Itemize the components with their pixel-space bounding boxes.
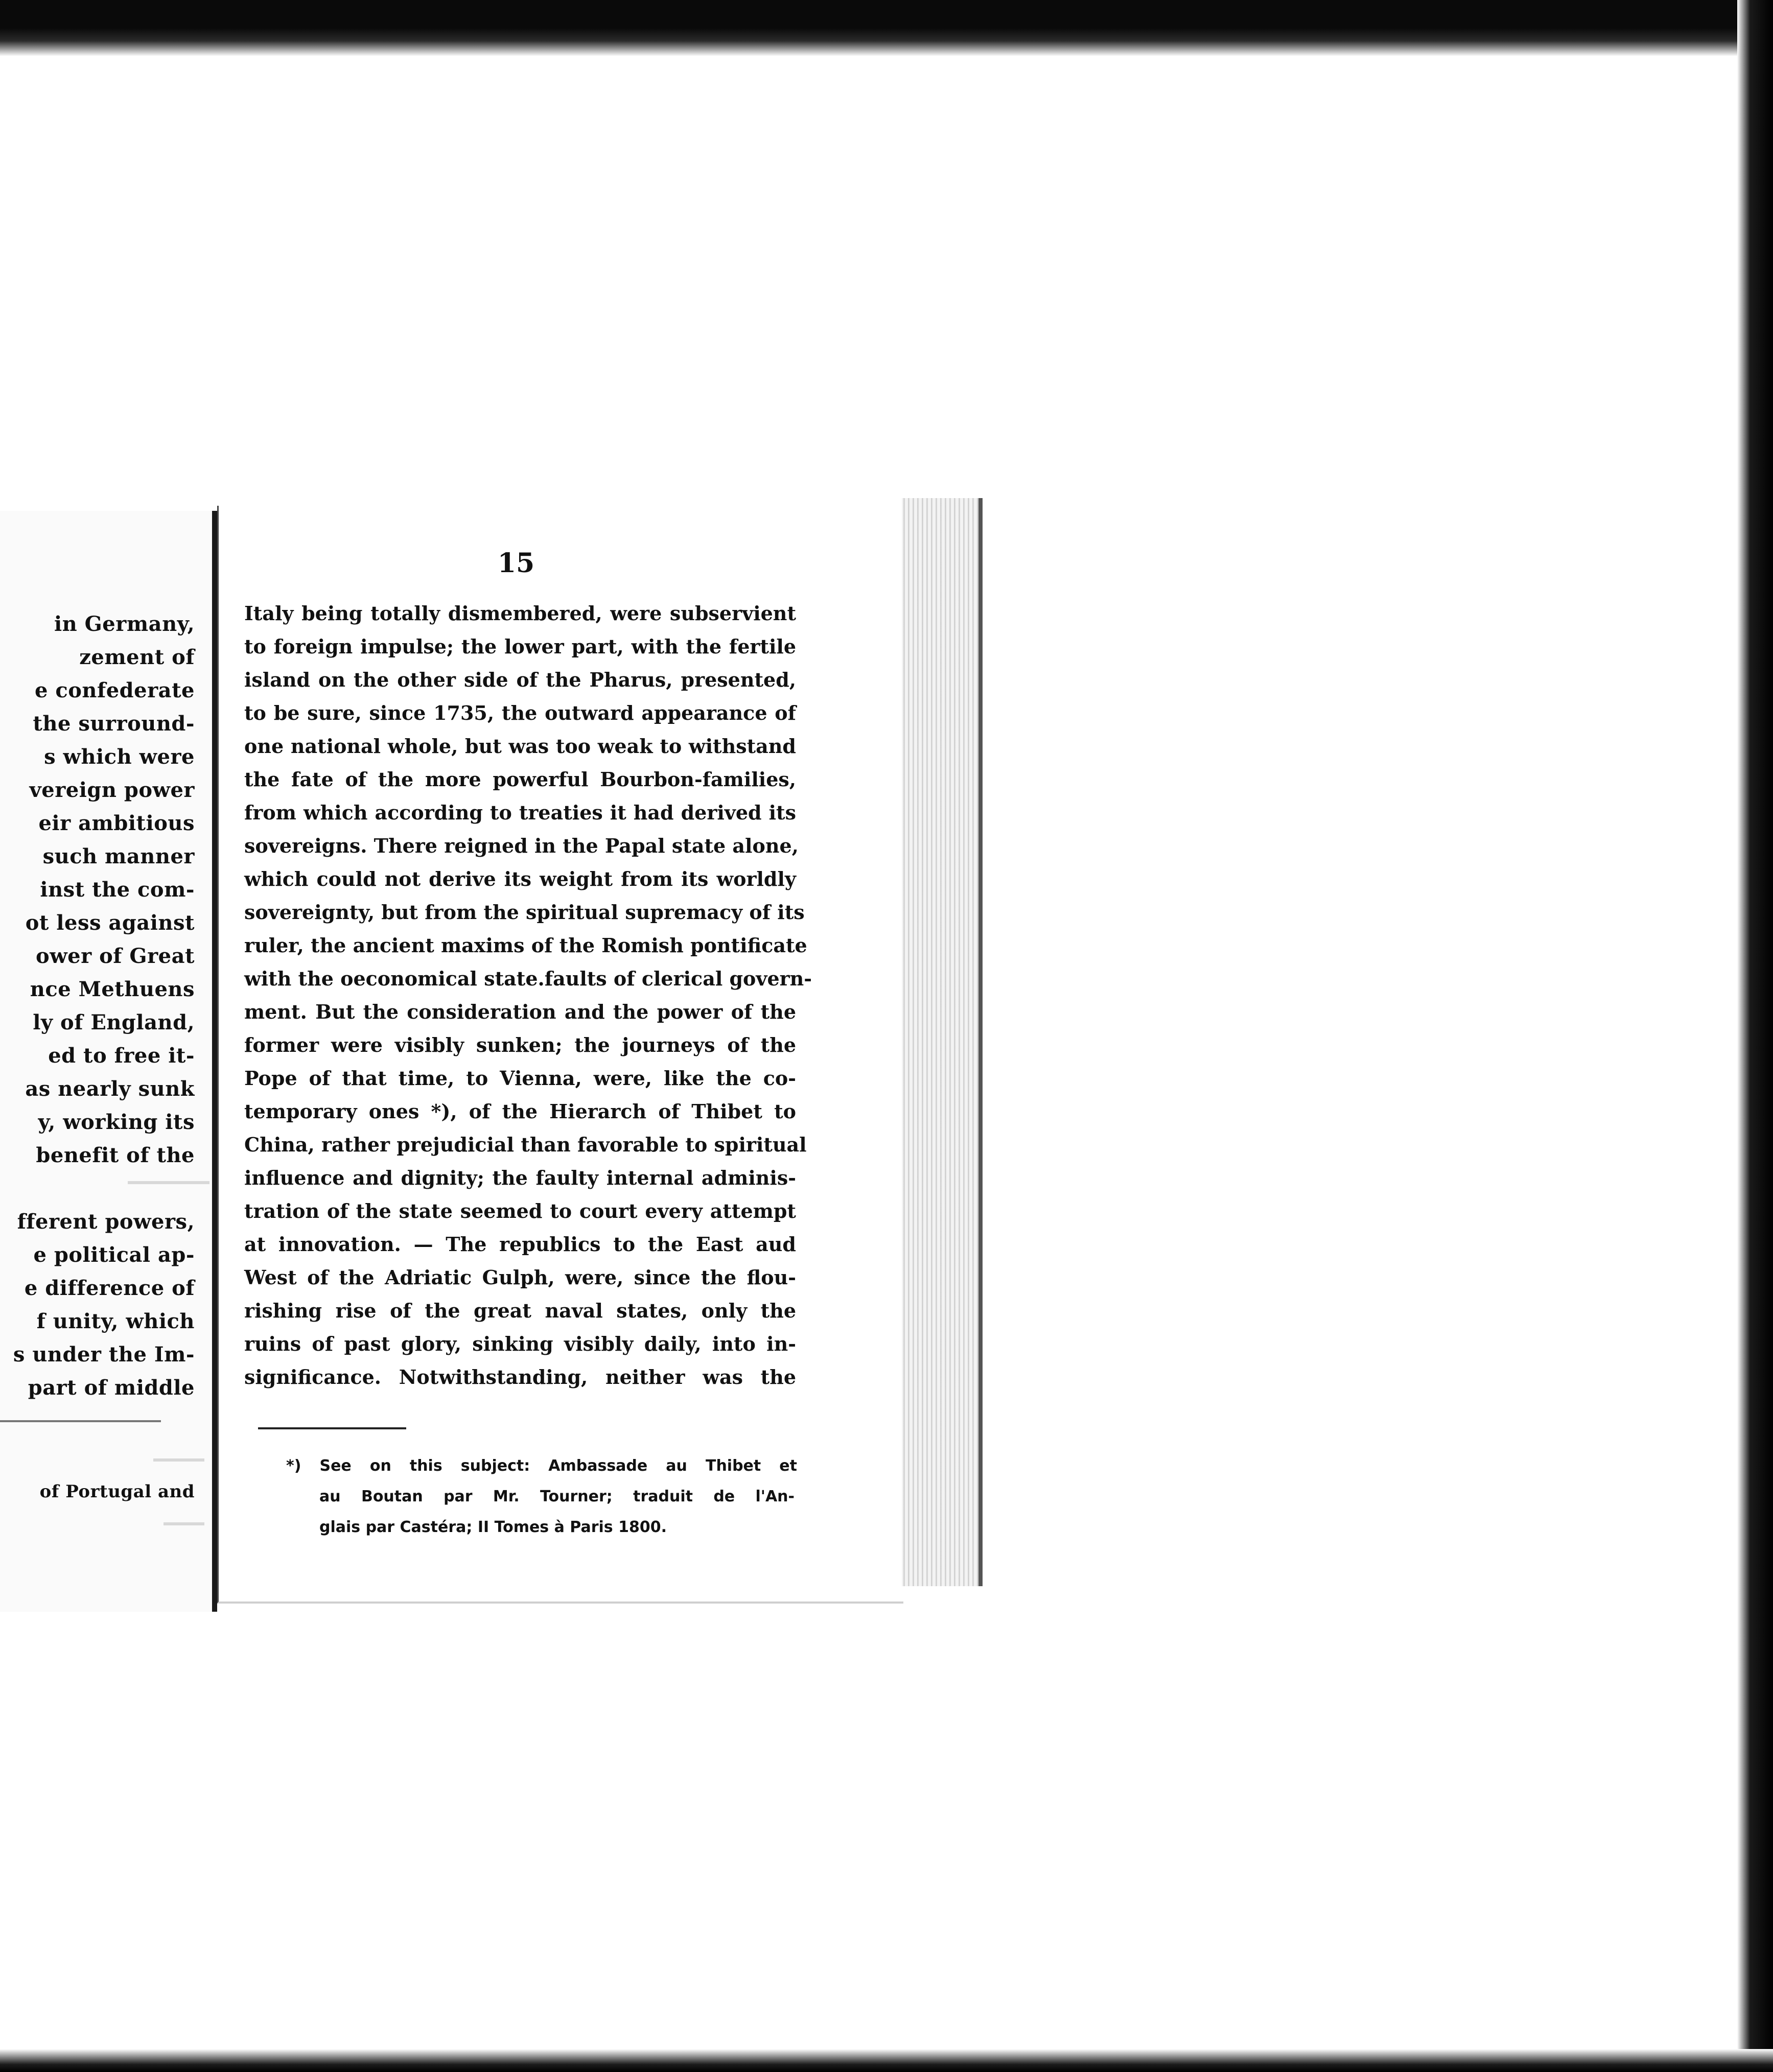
body-line: ruins of past glory, sinking visibly daily, into in- bbox=[244, 1332, 796, 1355]
body-line: sovereignty, but from the spiritual supremacy of its bbox=[244, 901, 805, 924]
scan-border-right bbox=[1737, 0, 1773, 2072]
body-line: West of the Adriatic Gulph, were, since the flou- bbox=[244, 1266, 796, 1289]
left-page bbox=[0, 511, 217, 1612]
left-line: benefit of the bbox=[36, 1143, 195, 1167]
bleed-through-text bbox=[128, 1181, 209, 1184]
left-line: as nearly sunk bbox=[25, 1077, 195, 1101]
left-line: part of middle bbox=[28, 1376, 195, 1400]
left-line: ot less against bbox=[25, 911, 195, 935]
body-line: influence and dignity; the faulty internal adminis- bbox=[244, 1166, 796, 1189]
left-line: f unity, which bbox=[36, 1309, 195, 1333]
body-line: from which according to treaties it had derived its bbox=[244, 801, 796, 824]
scan-border-bottom bbox=[0, 2049, 1773, 2072]
footnote-line: au Boutan par Mr. Tourner; traduit de l'An- bbox=[319, 1488, 795, 1505]
left-line: inst the com- bbox=[40, 878, 195, 902]
left-line: s under the Im- bbox=[13, 1343, 195, 1367]
left-line: ower of Great bbox=[36, 944, 195, 968]
body-line: rishing rise of the great naval states, only the bbox=[244, 1299, 796, 1322]
left-line: vereign power bbox=[29, 778, 195, 802]
left-line: y, working its bbox=[38, 1110, 195, 1134]
footnote-rule bbox=[258, 1427, 406, 1429]
left-line: e difference of bbox=[24, 1276, 195, 1300]
body-line: the fate of the more powerful Bourbon-families, bbox=[244, 768, 796, 791]
left-line: ed to free it- bbox=[48, 1044, 195, 1068]
footnote-line: glais par Castéra; II Tomes à Paris 1800. bbox=[319, 1518, 667, 1536]
body-line: island on the other side of the Pharus, presented, bbox=[244, 668, 796, 691]
book-page-edges bbox=[902, 498, 983, 1586]
body-line: Pope of that time, to Vienna, were, like the co- bbox=[244, 1067, 796, 1090]
left-line: nce Methuens bbox=[30, 977, 195, 1001]
left-line: s which were bbox=[44, 745, 195, 769]
bleed-through-text bbox=[153, 1458, 204, 1462]
body-line: former were visibly sunken; the journeys of the bbox=[244, 1033, 796, 1056]
body-line: ment. But the consideration and the power of the bbox=[244, 1000, 796, 1023]
body-line: tration of the state seemed to court every attempt bbox=[244, 1199, 796, 1222]
body-line: sovereigns. There reigned in the Papal state alone, bbox=[244, 834, 799, 857]
body-line: which could not derive its weight from its worldly bbox=[244, 867, 796, 890]
body-line: ruler, the ancient maxims of the Romish pontificate bbox=[244, 934, 807, 957]
left-line: the surround- bbox=[33, 712, 195, 736]
body-line: China, rather prejudicial than favorable to spiritual bbox=[244, 1133, 807, 1156]
left-footnote-rule bbox=[0, 1420, 161, 1422]
left-line: e confederate bbox=[35, 678, 195, 702]
body-line: to foreign impulse; the lower part, with the fertile bbox=[244, 635, 796, 658]
body-line: temporary ones *), of the Hierarch of Thibet to bbox=[244, 1100, 796, 1123]
scan-border-top bbox=[0, 0, 1773, 56]
body-line: one national whole, but was too weak to withstand bbox=[244, 735, 796, 758]
body-line: Italy being totally dismembered, were subservient bbox=[244, 602, 796, 625]
left-line: such manner bbox=[42, 844, 195, 868]
footnote-line: *) See on this subject: Ambassade au Thibet et bbox=[286, 1457, 797, 1475]
body-line: to be sure, since 1735, the outward appearance of bbox=[244, 701, 796, 724]
page-number: 15 bbox=[497, 548, 535, 579]
left-line: in Germany, bbox=[54, 612, 195, 636]
body-line: significance. Notwithstanding, neither was the bbox=[244, 1365, 796, 1388]
left-footnote: of Portugal and bbox=[39, 1481, 195, 1502]
bleed-through-text bbox=[164, 1522, 204, 1525]
body-line: at innovation. — The republics to the East aud bbox=[244, 1233, 796, 1256]
left-line: e political ap- bbox=[33, 1243, 195, 1267]
left-line: ly of England, bbox=[33, 1010, 195, 1034]
left-line: zement of bbox=[79, 645, 195, 669]
left-line: eir ambitious bbox=[38, 811, 195, 835]
body-line: with the oeconomical state.faults of clerical govern- bbox=[244, 967, 812, 990]
left-line: fferent powers, bbox=[17, 1210, 195, 1234]
